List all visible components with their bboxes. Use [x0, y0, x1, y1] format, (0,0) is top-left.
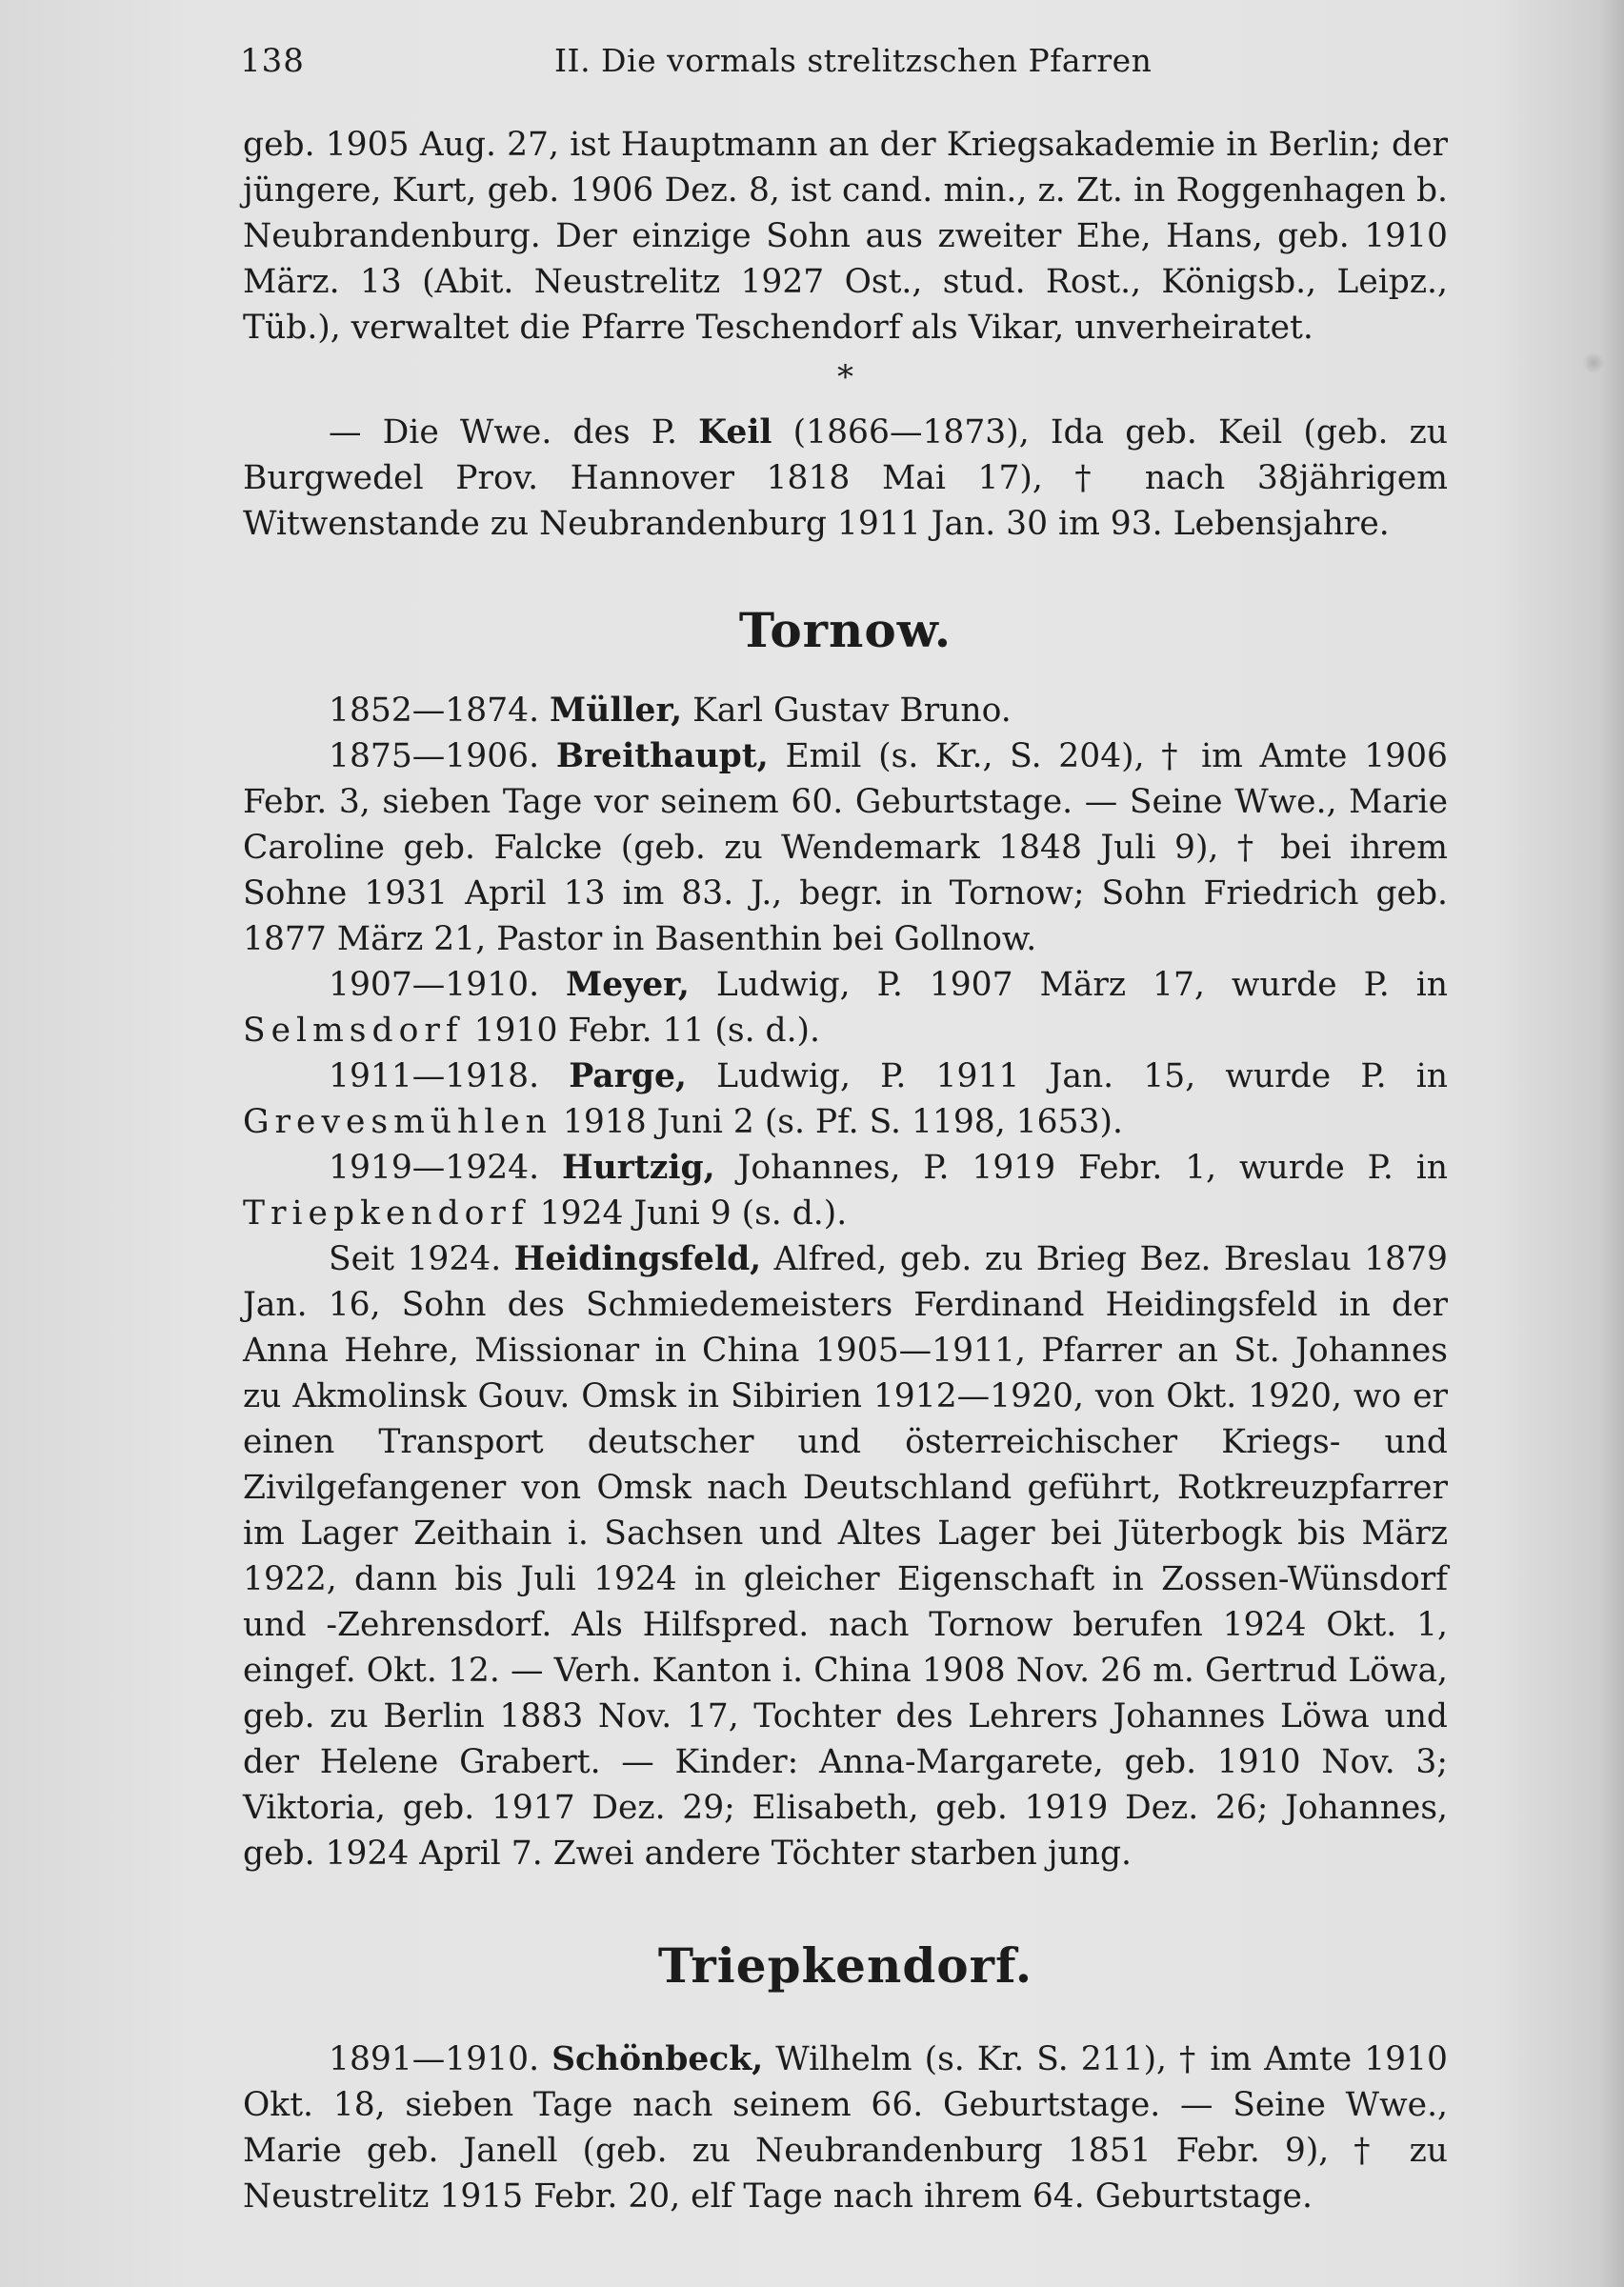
page-body	[243, 122, 1448, 2219]
tornow-entry-5	[243, 1145, 1448, 1236]
running-head: II. Die vormals strelitzschen Pfarren	[554, 42, 1153, 79]
entry-text: Johannes, P. 1919 Febr. 1, wurde P. in	[714, 1149, 1448, 1187]
entry-text: Ludwig, P. 1911 Jan. 15, wurde P. in	[686, 1057, 1448, 1095]
entry-years: 1852—1874.	[329, 692, 551, 730]
tornow-entry-2	[243, 733, 1448, 962]
entry-text: Karl Gustav Bruno.	[682, 692, 1012, 730]
entry-name: Schönbeck,	[551, 2040, 764, 2078]
entry-years: 1907—1910.	[329, 966, 567, 1004]
section-separator: *	[837, 358, 853, 396]
entry-text: Ludwig, P. 1907 März 17, wurde P. in	[689, 966, 1448, 1004]
widow-keil-paragraph	[243, 410, 1448, 547]
entry-place: Selmsdorf	[243, 1012, 464, 1050]
paper-blemish	[1582, 352, 1605, 373]
page-number: 138	[240, 42, 305, 80]
page-header	[240, 42, 1431, 90]
widow-keil-prefix: — Die Wwe. des P.	[329, 413, 699, 451]
entry-years: 1875—1906.	[329, 737, 556, 775]
entry-place: Triepkendorf	[243, 1194, 530, 1233]
continuation-paragraph: geb. 1905 Aug. 27, ist Hauptmann an der Kriegsakademie in Berlin; der jüngere, Kurt, geb. 1906 Dez. 8, ist cand. min., z. Zt. in Roggenhagen b. Neubrandenburg. Der einzige Sohn aus zweiter Ehe, Hans, geb. 1910 März. 13 (Abit. Neustrelitz 1927 Ost., stud. Rost., Königsb., Leipz., Tüb.), verwaltet die Pfarre Teschendorf als Vikar, unverheiratet.	[243, 126, 1448, 347]
entry-name: Hurtzig,	[561, 1149, 715, 1187]
entry-name: Breithaupt,	[555, 737, 769, 775]
entry-name: Müller,	[550, 692, 683, 730]
tornow-entry-3	[243, 962, 1448, 1053]
entry-place: Grevesmühlen	[243, 1103, 552, 1141]
entry-years: 1891—1910.	[329, 2040, 552, 2078]
entry-rest: 1910 Febr. 11 (s. d.).	[463, 1012, 820, 1050]
entry-text: Emil (s. Kr., S. 204), † im Amte 1906 Febr. 3, sieben Tage vor seinem 60. Geburtstage. — Seine Wwe., Marie Caroline geb. Falcke (geb. zu Wendemark 1848 Juli 9), † bei ihrem Sohne 1931 April 13 im 83. J., begr. in Tornow; Sohn Friedrich geb. 1877 März 21, Pastor in Basenthin bei Gollnow.	[243, 737, 1448, 958]
entry-rest: 1918 Juni 2 (s. Pf. S. 1198, 1653).	[551, 1103, 1123, 1141]
section-title-triepkendorf: Triepkendorf.	[657, 1937, 1033, 1994]
entry-text: Alfred, geb. zu Brieg Bez. Breslau 1879 Jan. 16, Sohn des Schmiedemeisters Ferdinand Heidingsfeld in der Anna Hehre, Missionar in China 1905—1911, Pfarrer an St. Johannes zu Akmolinsk Gouv. Omsk in Sibirien 1912—1920, von Okt. 1920, wo er einen Transport deutscher und österreichischer Kriegs- und Zivilgefangener von Omsk nach Deutschland geführt, Rotkreuzpfarrer im Lager Zeithain i. Sachsen und Altes Lager bei Jüterbogk bis März 1922, dann bis Juli 1924 in gleicher Eigenschaft in Zossen-Wünsdorf und -Zehrensdorf. Als Hilfspred. nach Tornow berufen 1924 Okt. 1, eingef. Okt. 12. — Verh. Kanton i. China 1908 Nov. 26 m. Gertrud Löwa, geb. zu Berlin 1883 Nov. 17, Tochter des Lehrers Johannes Löwa und der Helene Grabert. — Kinder: Anna-Margarete, geb. 1910 Nov. 3; Viktoria, geb. 1917 Dez. 29; Elisabeth, geb. 1919 Dez. 26; Johannes, geb. 1924 April 7. Zwei andere Töchter starben jung.	[243, 1240, 1448, 1873]
entry-rest: 1924 Juni 9 (s. d.).	[529, 1194, 848, 1233]
entry-name: Meyer,	[566, 966, 690, 1004]
entry-years: 1911—1918.	[329, 1057, 570, 1095]
triepkendorf-entry-1	[243, 2036, 1448, 2219]
widow-keil-text: (1866—1873), Ida geb. Keil (geb. zu Burgwedel Prov. Hannover 1818 Mai 17), † nach 38jährigem Witwenstande zu Neubrandenburg 1911 Jan. 30 im 93. Lebensjahre.	[243, 413, 1448, 543]
section-title-tornow: Tornow.	[738, 602, 952, 658]
page-gutter-shadow	[1599, 0, 1624, 2287]
widow-keil-name: Keil	[698, 413, 772, 451]
entry-text: Wilhelm (s. Kr. S. 211), † im Amte 1910 Okt. 18, sieben Tage nach seinem 66. Geburtstage. — Seine Wwe., Marie geb. Janell (geb. zu Neubrandenburg 1851 Febr. 9), † zu Neustrelitz 1915 Febr. 20, elf Tage nach ihrem 64. Geburtstage.	[243, 2040, 1448, 2216]
entry-years: 1919—1924.	[329, 1149, 562, 1187]
entry-name: Heidingsfeld,	[513, 1240, 762, 1278]
entry-years: Seit 1924.	[329, 1240, 514, 1278]
tornow-entry-6	[243, 1236, 1448, 1876]
entry-name: Parge,	[569, 1057, 687, 1095]
tornow-entry-4	[243, 1053, 1448, 1145]
tornow-entry-1	[243, 688, 1448, 733]
